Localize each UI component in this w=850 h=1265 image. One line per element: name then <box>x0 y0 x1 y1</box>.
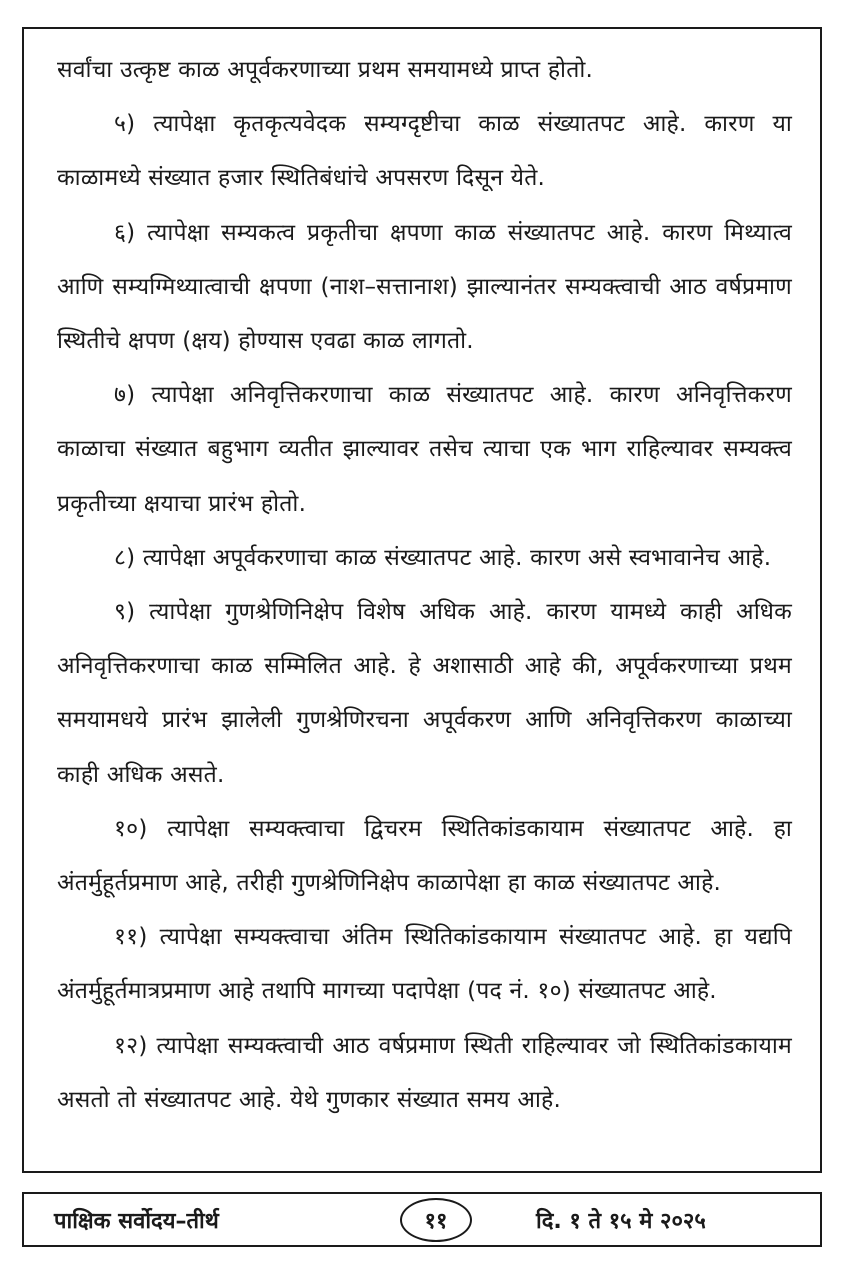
paragraph-item-8: ८) त्यापेक्षा अपूर्वकरणाचा काळ संख्यातपट आहे. कारण असे स्वभावानेच आहे. <box>114 544 772 571</box>
issue-date: दि. १ ते १५ मे २०२५ <box>536 1209 706 1234</box>
page-footer <box>22 1192 822 1247</box>
page-number-badge: ११ <box>400 1198 472 1242</box>
paragraph-item-6: ६) त्यापेक्षा सम्यकत्व प्रकृतीचा क्षपणा काळ संख्यातपट आहे. कारण मिथ्यात्व आणि सम्यग्मिथ्यात्वाची क्षपणा (नाश–सत्तानाश) झाल्यानंतर सम्यक्त्वाची आठ वर्षप्रमाण स्थितीचे क्षपण (क्षय) होण्यास एवढा काळ लागतो. <box>57 219 792 355</box>
paragraph-item-5: ५) त्यापेक्षा कृतकृत्यवेदक सम्यग्दृष्टीचा काळ संख्यातपट आहे. कारण या काळामध्ये संख्यात हजार स्थितिबंधांचे अपसरण दिसून येते. <box>57 111 792 192</box>
paragraph-continuation: सर्वांचा उत्कृष्ट काळ अपूर्वकरणाच्या प्रथम समयामध्ये प्राप्त होतो. <box>57 57 593 83</box>
paragraph-item-10: १०) त्यापेक्षा सम्यक्त्वाचा द्विचरम स्थितिकांडकायाम संख्यातपट आहे. हा अंतर्मुहूर्तप्रमाण आहे, तरीही गुणश्रेणिनिक्षेप काळापेक्षा हा काळ संख्यातपट आहे. <box>57 815 792 897</box>
publication-name: पाक्षिक सर्वोदय–तीर्थ <box>54 1209 219 1234</box>
paragraph-item-12: १२) त्यापेक्षा सम्यक्त्वाची आठ वर्षप्रमाण स्थिती राहिल्यावर जो स्थितिकांडकायाम असतो तो संख्यातपट आहे. येथे गुणकार संख्यात समय आहे. <box>57 1032 792 1113</box>
paragraph-item-9: ९) त्यापेक्षा गुणश्रेणिनिक्षेप विशेष अधिक आहे. कारण यामध्ये काही अधिक अनिवृत्तिकरणाचा काळ सम्मिलित आहे. हे अशासाठी आहे की, अपूर्वकरणाच्या प्रथम समयामधये प्रारंभ झालेली गुणश्रेणिरचना अपूर्वकरण आणि अनिवृत्तिकरण काळाच्या काही अधिक असते. <box>57 599 792 788</box>
paragraph-item-11: ११) त्यापेक्षा सम्यक्त्वाचा अंतिम स्थितिकांडकायाम संख्यातपट आहे. हा यद्यपि अंतर्मुहूर्तमात्रप्रमाण आहे तथापि मागच्या पदापेक्षा (पद नं. १०) संख्यातपट आहे. <box>57 924 792 1005</box>
page-content-frame <box>22 27 822 1173</box>
paragraph-item-7: ७) त्यापेक्षा अनिवृत्तिकरणाचा काळ संख्यातपट आहे. कारण अनिवृत्तिकरण काळाचा संख्यात बहुभाग व्यतीत झाल्यावर तसेच त्याचा एक भाग राहिल्यावर सम्यक्त्व प्रकृतीच्या क्षयाचा प्रारंभ होतो. <box>57 382 792 517</box>
